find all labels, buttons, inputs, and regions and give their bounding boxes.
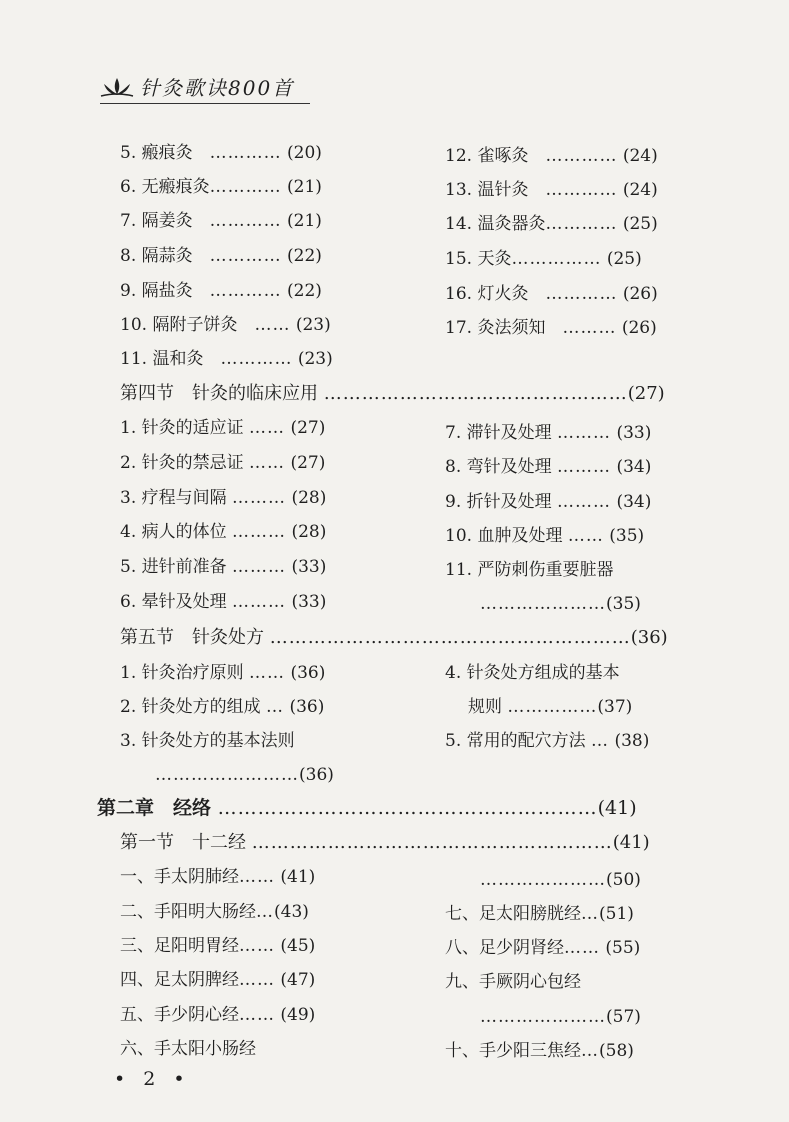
toc-entry: 5. 进针前准备 ……… (33) [120, 557, 327, 577]
toc-entry-continuation: ……………………(36) [155, 765, 334, 785]
toc-entry: 7. 隔姜灸 ………… (21) [120, 211, 322, 231]
header-rule [100, 103, 310, 104]
toc-entry: 4. 病人的体位 ……… (28) [120, 522, 327, 542]
toc-entry: 7. 滞针及处理 ……… (33) [445, 423, 652, 443]
toc-entry: 2. 针灸处方的组成 … (36) [120, 697, 325, 717]
toc-entry: 6. 晕针及处理 ……… (33) [120, 592, 327, 612]
chapter-heading: 第二章 经络 …………………………………………………(41) [97, 797, 637, 819]
toc-entry: 二、手阳明大肠经…(43) [120, 902, 309, 922]
toc-entry: 11. 温和灸 ………… (23) [120, 349, 333, 369]
section-heading: 第一节 十二经 …………………………………………………(41) [120, 832, 650, 853]
toc-entry: 一、手太阴肺经…… (41) [120, 867, 316, 887]
section-heading: 第四节 针灸的临床应用 …………………………………………(27) [120, 383, 665, 404]
toc-entry: 13. 温针灸 ………… (24) [445, 180, 658, 200]
toc-entry: 17. 灸法须知 ……… (26) [445, 318, 657, 338]
toc-entry: 5. 瘢痕灸 ………… (20) [120, 143, 322, 163]
toc-entry: 4. 针灸处方组成的基本 [445, 663, 620, 683]
toc-entry: 1. 针灸的适应证 …… (27) [120, 418, 326, 438]
toc-entry: 六、手太阳小肠经 [120, 1039, 256, 1059]
page-number: • 2 • [114, 1068, 191, 1090]
toc-entry: 10. 隔附子饼灸 …… (23) [120, 315, 331, 335]
toc-entry: 15. 天灸…………… (25) [445, 249, 642, 269]
header-title: 针灸歌诀800首 [140, 76, 295, 100]
toc-entry: 四、足太阴脾经…… (47) [120, 970, 316, 990]
toc-entry: 6. 无瘢痕灸………… (21) [120, 177, 322, 197]
toc-entry: 5. 常用的配穴方法 … (38) [445, 731, 650, 751]
toc-entry-continuation: 规则 ……………(37) [468, 697, 633, 717]
toc-entry: 2. 针灸的禁忌证 …… (27) [120, 453, 326, 473]
toc-entry: 9. 折针及处理 ……… (34) [445, 492, 652, 512]
toc-entry: 八、足少阴肾经…… (55) [445, 938, 641, 958]
toc-entry: 七、足太阳膀胱经…(51) [445, 904, 634, 924]
toc-entry: 三、足阳明胃经…… (45) [120, 936, 316, 956]
toc-entry: 1. 针灸治疗原则 …… (36) [120, 663, 326, 683]
toc-entry: 九、手厥阴心包经 [445, 972, 581, 992]
toc-entry-continuation: …………………(35) [480, 594, 641, 614]
toc-entry: 8. 隔蒜灸 ………… (22) [120, 246, 322, 266]
toc-entry: 十、手少阳三焦经…(58) [445, 1041, 634, 1061]
toc-entry: 14. 温灸器灸………… (25) [445, 214, 658, 234]
toc-entry-continuation: …………………(57) [480, 1007, 641, 1027]
toc-entry: 12. 雀啄灸 ………… (24) [445, 146, 658, 166]
lotus-icon [100, 76, 134, 98]
section-heading: 第五节 针灸处方 …………………………………………………(36) [120, 627, 668, 648]
toc-entry: 10. 血肿及处理 …… (35) [445, 526, 645, 546]
toc-entry: 8. 弯针及处理 ……… (34) [445, 457, 652, 477]
toc-entry: 9. 隔盐灸 ………… (22) [120, 281, 322, 301]
toc-entry-continuation: …………………(50) [480, 870, 641, 890]
toc-entry: 五、手少阴心经…… (49) [120, 1005, 316, 1025]
toc-entry: 16. 灯火灸 ………… (26) [445, 284, 658, 304]
toc-entry: 11. 严防刺伤重要脏器 [445, 560, 614, 580]
toc-entry: 3. 疗程与间隔 ……… (28) [120, 488, 327, 508]
running-header [100, 72, 315, 106]
toc-entry: 3. 针灸处方的基本法则 [120, 731, 295, 751]
